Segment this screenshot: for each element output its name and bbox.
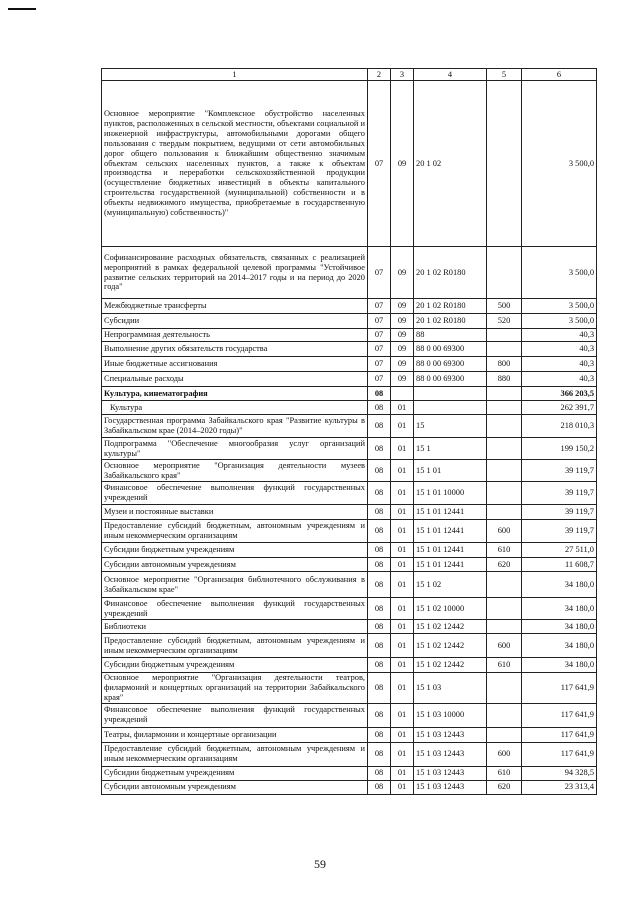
cell-rz: 07 — [368, 314, 391, 329]
cell-csr: 88 0 00 69300 — [414, 357, 487, 372]
corner-mark — [8, 8, 36, 10]
table-row — [102, 505, 597, 520]
cell-name: Межбюджетные трансферты — [102, 299, 368, 314]
cell-csr: 20 1 02 R0180 — [414, 314, 487, 329]
cell-vr — [487, 727, 522, 742]
table-row — [102, 658, 597, 673]
cell-pr: 01 — [391, 658, 414, 673]
cell-sum: 39 119,7 — [522, 460, 597, 482]
cell-rz: 08 — [368, 387, 391, 401]
cell-vr — [487, 401, 522, 415]
cell-vr: 620 — [487, 780, 522, 794]
cell-csr: 20 1 02 R0180 — [414, 299, 487, 314]
cell-vr: 800 — [487, 357, 522, 372]
cell-name: Выполнение других обязательств государства — [102, 342, 368, 357]
cell-name: Государственная программа Забайкальского края "Развитие культуры в Забайкальском крае (2014–2020 годы)" — [102, 415, 368, 438]
table-row — [102, 329, 597, 342]
cell-sum: 117 641,9 — [522, 703, 597, 727]
cell-sum: 40,3 — [522, 329, 597, 342]
cell-csr: 15 1 02 12442 — [414, 620, 487, 634]
cell-name: Иные бюджетные ассигнования — [102, 357, 368, 372]
table-row — [102, 520, 597, 543]
cell-name: Субсидии — [102, 314, 368, 329]
cell-rz: 08 — [368, 460, 391, 482]
cell-pr: 01 — [391, 727, 414, 742]
cell-sum: 117 641,9 — [522, 742, 597, 766]
cell-vr: 620 — [487, 558, 522, 572]
cell-csr: 15 1 03 12443 — [414, 727, 487, 742]
cell-name: Основное мероприятие "Организация библиотечного обслуживания в Забайкальском крае" — [102, 572, 368, 598]
table-row — [102, 438, 597, 460]
cell-name: Софинансирование расходных обязательств, связанных с реализацией мероприятий в рамках федеральной целевой программы "Устойчивое развитие сельских территорий на 2014–2017 годы и на период до 2020 года" — [102, 247, 368, 299]
cell-sum: 94 328,5 — [522, 766, 597, 780]
cell-csr: 88 0 00 69300 — [414, 372, 487, 387]
cell-rz: 08 — [368, 505, 391, 520]
cell-sum: 199 150,2 — [522, 438, 597, 460]
cell-rz: 07 — [368, 299, 391, 314]
cell-rz: 08 — [368, 703, 391, 727]
cell-sum: 39 119,7 — [522, 520, 597, 543]
cell-pr: 01 — [391, 543, 414, 558]
cell-rz: 08 — [368, 673, 391, 704]
cell-sum: 117 641,9 — [522, 727, 597, 742]
cell-rz: 08 — [368, 401, 391, 415]
header-cell-2: 2 — [368, 69, 391, 81]
cell-csr: 15 1 — [414, 438, 487, 460]
cell-sum: 40,3 — [522, 342, 597, 357]
cell-name: Библиотеки — [102, 620, 368, 634]
table-row — [102, 766, 597, 780]
cell-sum: 39 119,7 — [522, 505, 597, 520]
cell-sum: 23 313,4 — [522, 780, 597, 794]
cell-csr: 15 1 02 12442 — [414, 658, 487, 673]
cell-csr: 88 0 00 69300 — [414, 342, 487, 357]
cell-rz: 08 — [368, 658, 391, 673]
cell-vr — [487, 505, 522, 520]
cell-vr: 610 — [487, 658, 522, 673]
cell-vr — [487, 387, 522, 401]
cell-csr: 15 1 02 10000 — [414, 598, 487, 620]
cell-pr — [391, 387, 414, 401]
cell-csr: 20 1 02 R0180 — [414, 247, 487, 299]
table-row — [102, 598, 597, 620]
page-number: 59 — [314, 857, 326, 871]
cell-pr: 01 — [391, 703, 414, 727]
cell-rz: 08 — [368, 780, 391, 794]
cell-csr: 15 1 03 12443 — [414, 780, 487, 794]
table-row — [102, 572, 597, 598]
cell-rz: 08 — [368, 742, 391, 766]
cell-rz: 07 — [368, 357, 391, 372]
cell-sum: 3 500,0 — [522, 299, 597, 314]
table-row — [102, 620, 597, 634]
cell-sum: 3 500,0 — [522, 247, 597, 299]
cell-vr — [487, 572, 522, 598]
cell-rz: 08 — [368, 727, 391, 742]
cell-rz: 08 — [368, 438, 391, 460]
cell-csr: 88 — [414, 329, 487, 342]
cell-vr — [487, 460, 522, 482]
table-row — [102, 482, 597, 505]
cell-vr: 600 — [487, 634, 522, 658]
table-row — [102, 299, 597, 314]
table-row — [102, 387, 597, 401]
table-row — [102, 415, 597, 438]
cell-vr — [487, 438, 522, 460]
cell-sum: 27 511,0 — [522, 543, 597, 558]
cell-name: Непрограммная деятельность — [102, 329, 368, 342]
table-row — [102, 81, 597, 247]
cell-sum: 34 180,0 — [522, 572, 597, 598]
cell-rz: 07 — [368, 329, 391, 342]
cell-rz: 08 — [368, 558, 391, 572]
cell-pr: 01 — [391, 766, 414, 780]
cell-name: Субсидии автономным учреждениям — [102, 558, 368, 572]
cell-name: Предоставление субсидий бюджетным, автономным учреждениям и иным некоммерческим организациям — [102, 520, 368, 543]
budget-table — [101, 68, 597, 795]
cell-pr: 01 — [391, 438, 414, 460]
header-cell-3: 3 — [391, 69, 414, 81]
cell-sum: 366 203,5 — [522, 387, 597, 401]
table-row — [102, 401, 597, 415]
cell-pr: 01 — [391, 780, 414, 794]
table-row — [102, 357, 597, 372]
table-row — [102, 634, 597, 658]
cell-sum: 3 500,0 — [522, 81, 597, 247]
table-row — [102, 558, 597, 572]
cell-pr: 01 — [391, 620, 414, 634]
cell-name: Основное мероприятие "Комплексное обустройство населенных пунктов, расположенных в сельской местности, объектами социальной и инженерной инфраструктуры, автомобильными дорогами общего пользования с твердым покрытием, ведущими от сети автомобильных дорог общего пользования к ближайшим общественно значимым объектам сельских населенных пунктов, а также к объектам производства и переработки сельскохозяйственной продукции (осуществление бюджетных инвестиций в объекты капитального строительства государственной (муниципальной) собственности и в объекты недвижимого имущества, приобретаемые в государственную (муниципальную) собственность)" — [102, 81, 368, 247]
cell-name: Специальные расходы — [102, 372, 368, 387]
table-row — [102, 460, 597, 482]
cell-csr: 15 1 01 10000 — [414, 482, 487, 505]
cell-csr: 15 1 02 — [414, 572, 487, 598]
cell-csr: 20 1 02 — [414, 81, 487, 247]
cell-sum: 11 608,7 — [522, 558, 597, 572]
cell-rz: 08 — [368, 620, 391, 634]
table-row — [102, 742, 597, 766]
cell-sum: 39 119,7 — [522, 482, 597, 505]
cell-vr: 610 — [487, 543, 522, 558]
cell-vr: 500 — [487, 299, 522, 314]
cell-sum: 40,3 — [522, 357, 597, 372]
cell-rz: 08 — [368, 634, 391, 658]
table-row — [102, 372, 597, 387]
cell-sum: 218 010,3 — [522, 415, 597, 438]
cell-csr: 15 1 02 12442 — [414, 634, 487, 658]
cell-rz: 08 — [368, 598, 391, 620]
cell-pr: 01 — [391, 572, 414, 598]
cell-vr — [487, 482, 522, 505]
cell-name: Основное мероприятие "Организация деятельности музеев Забайкальского края" — [102, 460, 368, 482]
cell-csr: 15 1 03 10000 — [414, 703, 487, 727]
cell-name: Субсидии бюджетным учреждениям — [102, 543, 368, 558]
header-cell-4: 4 — [414, 69, 487, 81]
cell-vr — [487, 598, 522, 620]
cell-pr: 09 — [391, 342, 414, 357]
cell-csr: 15 1 01 12441 — [414, 505, 487, 520]
cell-vr: 610 — [487, 766, 522, 780]
cell-pr: 09 — [391, 314, 414, 329]
cell-pr: 09 — [391, 299, 414, 314]
cell-name: Финансовое обеспечение выполнения функций государственных учреждений — [102, 482, 368, 505]
table-row — [102, 727, 597, 742]
cell-rz: 07 — [368, 372, 391, 387]
cell-pr: 01 — [391, 742, 414, 766]
cell-name: Культура — [102, 401, 368, 415]
cell-name: Субсидии бюджетным учреждениям — [102, 766, 368, 780]
cell-csr — [414, 401, 487, 415]
cell-vr: 600 — [487, 520, 522, 543]
cell-rz: 08 — [368, 415, 391, 438]
cell-sum: 262 391,7 — [522, 401, 597, 415]
cell-sum: 3 500,0 — [522, 314, 597, 329]
table-row — [102, 342, 597, 357]
cell-rz: 08 — [368, 766, 391, 780]
cell-sum: 34 180,0 — [522, 598, 597, 620]
cell-vr — [487, 329, 522, 342]
cell-csr: 15 1 03 12443 — [414, 766, 487, 780]
cell-csr: 15 1 01 12441 — [414, 558, 487, 572]
table-row — [102, 703, 597, 727]
cell-name: Основное мероприятие "Организация деятельности театров, филармоний и концертных организаций на территории Забайкальского края" — [102, 673, 368, 704]
header-cell-6: 6 — [522, 69, 597, 81]
cell-pr: 01 — [391, 482, 414, 505]
cell-name: Театры, филармонии и концертные организации — [102, 727, 368, 742]
cell-csr — [414, 387, 487, 401]
cell-pr: 01 — [391, 634, 414, 658]
cell-rz: 08 — [368, 572, 391, 598]
cell-pr: 01 — [391, 598, 414, 620]
cell-pr: 01 — [391, 460, 414, 482]
cell-name: Подпрограмма "Обеспечение многообразия услуг организаций культуры" — [102, 438, 368, 460]
cell-csr: 15 1 01 12441 — [414, 543, 487, 558]
cell-pr: 01 — [391, 401, 414, 415]
cell-rz: 08 — [368, 520, 391, 543]
cell-rz: 08 — [368, 543, 391, 558]
cell-vr — [487, 673, 522, 704]
cell-pr: 09 — [391, 372, 414, 387]
cell-name: Субсидии автономным учреждениям — [102, 780, 368, 794]
cell-csr: 15 — [414, 415, 487, 438]
cell-rz: 08 — [368, 482, 391, 505]
table-row — [102, 543, 597, 558]
cell-name: Музеи и постоянные выставки — [102, 505, 368, 520]
cell-sum: 34 180,0 — [522, 658, 597, 673]
header-row — [102, 69, 597, 81]
cell-name: Финансовое обеспечение выполнения функций государственных учреждений — [102, 703, 368, 727]
cell-vr — [487, 703, 522, 727]
table-row — [102, 247, 597, 299]
cell-csr: 15 1 03 — [414, 673, 487, 704]
cell-pr: 01 — [391, 558, 414, 572]
cell-vr — [487, 620, 522, 634]
cell-pr: 09 — [391, 329, 414, 342]
cell-vr — [487, 415, 522, 438]
cell-csr: 15 1 03 12443 — [414, 742, 487, 766]
cell-sum: 117 641,9 — [522, 673, 597, 704]
cell-pr: 09 — [391, 81, 414, 247]
table-row — [102, 780, 597, 794]
table-row — [102, 314, 597, 329]
cell-vr: 520 — [487, 314, 522, 329]
cell-vr: 880 — [487, 372, 522, 387]
cell-vr: 600 — [487, 742, 522, 766]
cell-pr: 01 — [391, 505, 414, 520]
cell-vr — [487, 81, 522, 247]
cell-pr: 09 — [391, 247, 414, 299]
cell-name: Предоставление субсидий бюджетным, автономным учреждениям и иным некоммерческим организациям — [102, 634, 368, 658]
header-cell-5: 5 — [487, 69, 522, 81]
cell-rz: 07 — [368, 247, 391, 299]
cell-rz: 07 — [368, 81, 391, 247]
cell-pr: 01 — [391, 520, 414, 543]
cell-vr — [487, 342, 522, 357]
cell-csr: 15 1 01 12441 — [414, 520, 487, 543]
cell-name: Культура, кинематография — [102, 387, 368, 401]
cell-name: Субсидии бюджетным учреждениям — [102, 658, 368, 673]
header-cell-1: 1 — [102, 69, 368, 81]
cell-sum: 34 180,0 — [522, 620, 597, 634]
cell-sum: 40,3 — [522, 372, 597, 387]
cell-name: Финансовое обеспечение выполнения функций государственных учреждений — [102, 598, 368, 620]
cell-rz: 07 — [368, 342, 391, 357]
cell-csr: 15 1 01 — [414, 460, 487, 482]
cell-pr: 09 — [391, 357, 414, 372]
cell-sum: 34 180,0 — [522, 634, 597, 658]
cell-pr: 01 — [391, 415, 414, 438]
cell-pr: 01 — [391, 673, 414, 704]
cell-name: Предоставление субсидий бюджетным, автономным учреждениям и иным некоммерческим организациям — [102, 742, 368, 766]
table-row — [102, 673, 597, 704]
cell-vr — [487, 247, 522, 299]
